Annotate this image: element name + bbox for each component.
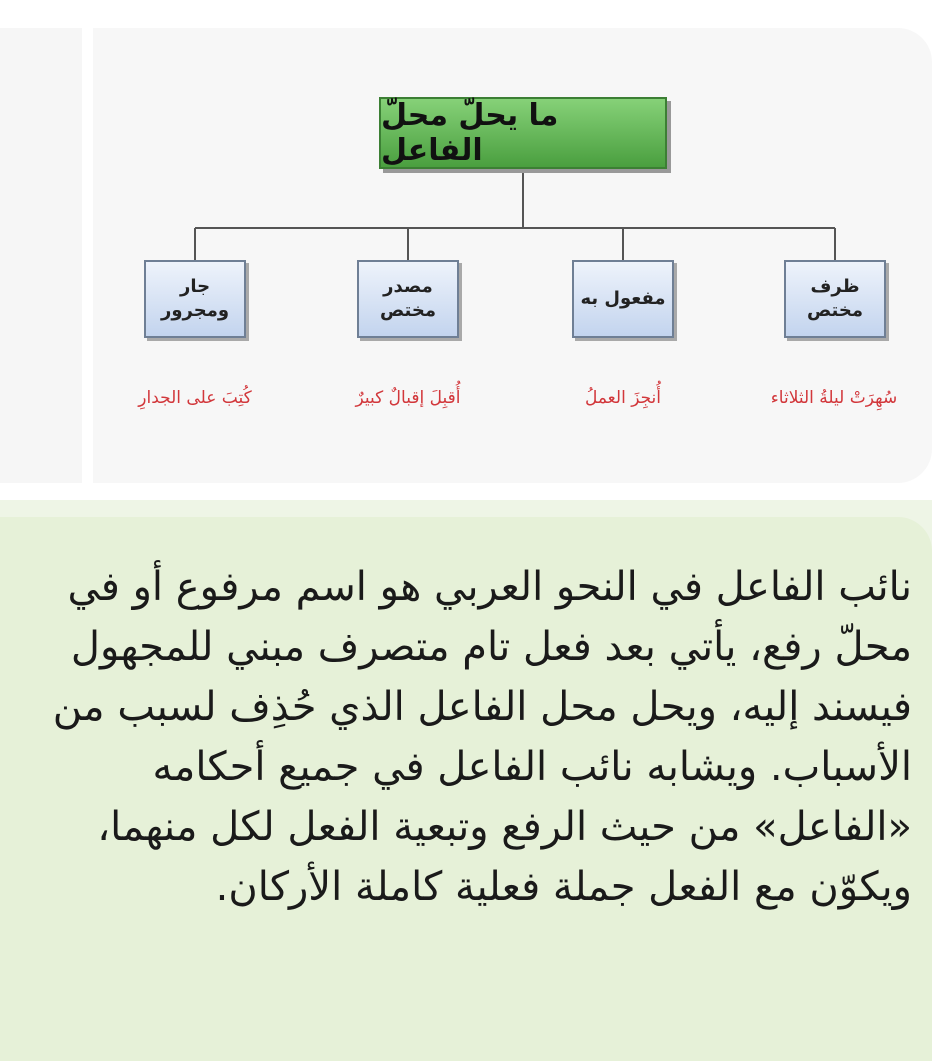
image-area (0, 0, 932, 500)
example-object: أُنجِزَ العملُ (584, 388, 662, 408)
child-node-object: مفعول به (572, 260, 674, 338)
example-masdar: أُقبِلَ إقبالٌ كبيرٌ (355, 388, 461, 408)
child-node-masdar: مصدر مختص (357, 260, 459, 338)
child-node-prepositional: جار ومجرور (144, 260, 246, 338)
root-node-label: ما يحلّ محلّ الفاعل (381, 98, 559, 168)
description-text: نائب الفاعل في النحو العربي هو اسم مرفوع أو في محلّ رفع، يأتي بعد فعل تام متصرف مبني للمجهول فيسند إليه، ويحل محل الفاعل الذي حُذِف لسبب من الأسباب. ويشابه نائب الفاعل في جميع أحكامه «الفاعل» من حيث الرفع وتبعية الفعل لكل منهما، ويكوّن مع الفعل جملة فعلية كاملة الأركان. (52, 564, 912, 910)
diagram-image (93, 28, 932, 483)
example-adverb: سُهِرَتْ ليلةُ الثلاثاء (770, 388, 898, 408)
root-node (379, 97, 667, 169)
description-card (0, 517, 932, 1061)
left-image-fragment (0, 28, 82, 483)
child-node-adverb: ظرف مختص (784, 260, 886, 338)
example-prepositional: كُتِبَ على الجدارِ (138, 388, 252, 408)
